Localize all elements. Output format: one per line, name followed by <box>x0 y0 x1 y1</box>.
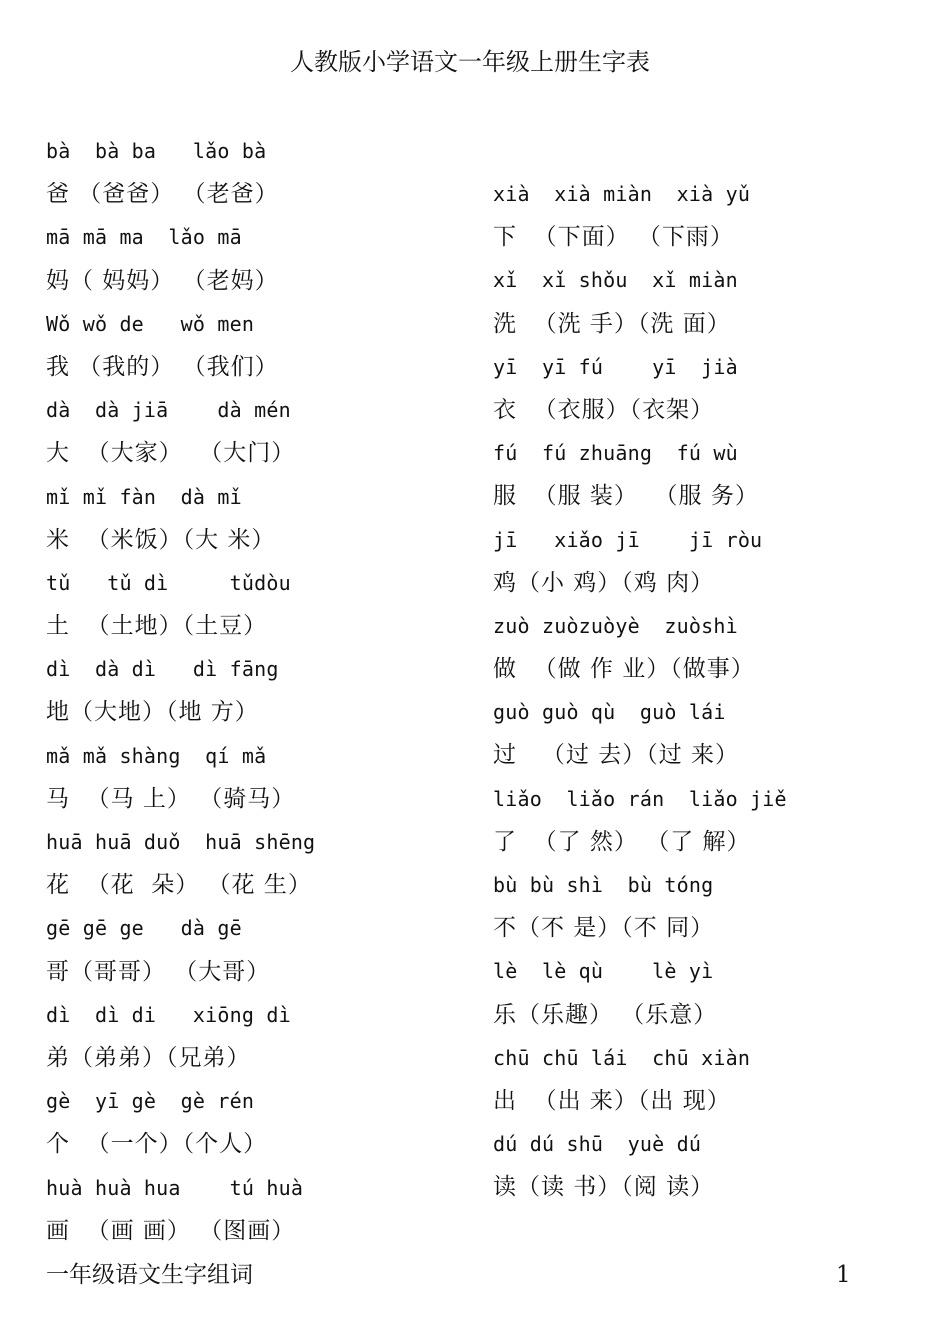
pinyin-line: gè yī gè gè rén <box>46 1089 255 1114</box>
pinyin-line: dì dà dì dì fāng <box>46 657 279 682</box>
footer-text: 一年级语文生字组词 <box>46 1262 253 1288</box>
word-line: 妈（ 妈妈） （老妈） <box>46 267 279 294</box>
pinyin-line: xǐ xǐ shǒu xǐ miàn <box>493 268 738 293</box>
word-line: 马 （马 上） （骑马） <box>46 785 296 812</box>
pinyin-line: huà huà hua tú huà <box>46 1175 304 1200</box>
page-number: 1 <box>836 1262 851 1288</box>
word-line: 大 （大家） （大门） <box>46 440 296 467</box>
pinyin-line: Wǒ wǒ de wǒ men <box>46 311 255 336</box>
word-line: 做 （做 作 业）（做事） <box>493 656 755 683</box>
pinyin-line: fú fú zhuāng fú wù <box>493 441 738 466</box>
pinyin-line: jī xiǎo jī jī ròu <box>493 527 763 552</box>
pinyin-line: bù bù shì bù tóng <box>493 873 714 897</box>
word-line: 花 （花 朵） （花 生） <box>46 872 312 899</box>
word-line: 乐（乐趣） （乐意） <box>493 1001 718 1028</box>
word-line: 鸡（小 鸡）（鸡 肉） <box>493 569 715 596</box>
word-line: 服 （服 装） （服 务） <box>493 483 759 510</box>
word-line: 衣 （衣服）（衣架） <box>493 396 715 423</box>
word-line: 弟（弟弟）（兄弟） <box>46 1044 251 1071</box>
word-line: 地（大地）（地 方） <box>46 699 259 726</box>
pinyin-line: dì dì di xiōng dì <box>46 1002 291 1027</box>
pinyin-line: chū chū lái chū xiàn <box>493 1045 751 1070</box>
word-line: 洗 （洗 手）（洗 面） <box>493 310 731 337</box>
pinyin-line: dà dà jiā dà mén <box>46 398 291 423</box>
page-title: 人教版小学语文一年级上册生字表 <box>290 48 650 76</box>
pinyin-line: guò guò qù guò lái <box>493 700 726 725</box>
pinyin-line: yī yī fú yī jià <box>493 354 738 379</box>
pinyin-line: mǐ mǐ fàn dà mǐ <box>46 484 242 509</box>
word-line: 哥（哥哥） （大哥） <box>46 958 271 985</box>
word-line: 土 （土地）（土豆） <box>46 613 268 640</box>
pinyin-line: mā mā ma lǎo mā <box>46 225 242 250</box>
word-line: 米 （米饭）（大 米） <box>46 526 276 553</box>
pinyin-line: dú dú shū yuè dú <box>493 1132 702 1157</box>
word-line: 读（读 书）（阅 读） <box>493 1174 715 1201</box>
word-line: 画 （画 画） （图画） <box>46 1217 296 1244</box>
pinyin-line: huā huā duǒ huā shēng <box>46 830 316 854</box>
pinyin-line: lè lè qù lè yì <box>493 959 714 984</box>
pinyin-line: bà bà ba lǎo bà <box>46 139 267 163</box>
pinyin-line: liǎo liǎo rán liǎo jiě <box>493 786 787 811</box>
left-word-list <box>46 130 315 1253</box>
word-line: 不（不 是）（不 同） <box>493 915 715 942</box>
word-line: 下 （下面） （下雨） <box>493 224 734 251</box>
pinyin-line: gē gē ge dà gē <box>46 916 242 941</box>
word-line: 爸 （爸爸） （老爸） <box>46 181 279 208</box>
pinyin-line: zuò zuòzuòyè zuòshì <box>493 613 738 638</box>
word-line: 个 （一个）（个人） <box>46 1131 268 1158</box>
pinyin-line: mǎ mǎ shàng qí mǎ <box>46 743 267 768</box>
pinyin-line: xià xià miàn xià yǔ <box>493 182 751 206</box>
word-line: 我 （我的） （我们） <box>46 353 279 380</box>
pinyin-line: tǔ tǔ dì tǔdòu <box>46 570 291 595</box>
word-line: 过 （过 去）（过 来） <box>493 742 740 769</box>
right-word-list <box>493 173 787 1210</box>
word-line: 了 （了 然） （了 解） <box>493 828 751 855</box>
word-line: 出 （出 来）（出 现） <box>493 1087 731 1114</box>
